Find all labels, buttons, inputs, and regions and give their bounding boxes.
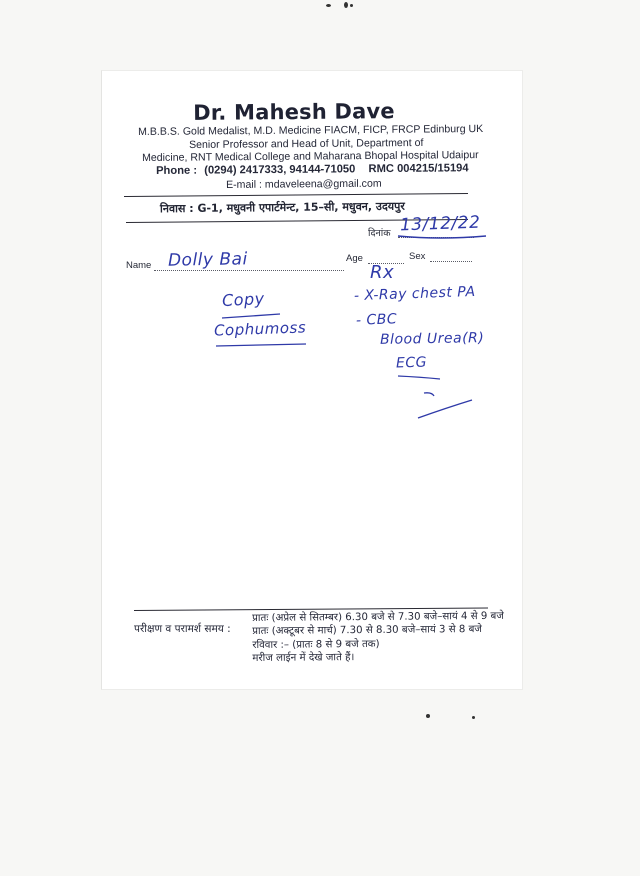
left-note-2: Cophumoss bbox=[213, 318, 307, 340]
date-value: 13/12/22 bbox=[399, 212, 481, 236]
timing-line: प्रातः (अक्टूबर से मार्च) 7.30 से 8.30 बजे–सायं 3 से 8 बजे bbox=[252, 624, 483, 638]
email: E-mail : mdaveleena@gmail.com bbox=[226, 177, 382, 191]
patient-name: Dolly Bai bbox=[167, 249, 248, 271]
investigation-3: Blood Urea(R) bbox=[379, 330, 485, 348]
left-note-2-underline bbox=[216, 344, 306, 346]
age-label: Age bbox=[346, 253, 363, 264]
phone-numbers: (0294) 2417333, 94144-71050 bbox=[204, 163, 356, 177]
name-label: Name bbox=[126, 260, 152, 271]
residence-address: निवास : G-1, मधुवनी एपार्टमेन्ट, 15–सी, मधुवन, उदयपुर bbox=[159, 199, 405, 216]
investigation-2: - CBC bbox=[355, 311, 398, 329]
timing-line: रविवार :– (प्रातः 8 से 9 बजे तक) bbox=[252, 638, 380, 651]
doctor-name: Dr. Mahesh Dave bbox=[193, 99, 395, 125]
consultation-timings bbox=[252, 610, 504, 666]
signature-stroke bbox=[418, 400, 472, 418]
rx-symbol: Rx bbox=[370, 262, 395, 283]
ecg-underline bbox=[398, 376, 440, 379]
left-note-1-underline bbox=[222, 314, 280, 318]
date-label: दिनांक bbox=[368, 228, 391, 239]
qualifications: M.B.B.S. Gold Medalist, M.D. Medicine FIACM, FICP, FRCP Edinburg UK bbox=[138, 122, 484, 138]
investigation-4: ECG bbox=[395, 354, 428, 372]
consultation-timings-label: परीक्षण व परामर्श समय : bbox=[134, 623, 231, 635]
phone-label: Phone : bbox=[156, 164, 198, 177]
timing-line: मरीज लाईन में देखे जाते हैं। bbox=[252, 652, 355, 665]
signature-hook bbox=[424, 393, 434, 396]
left-note-1: Copy bbox=[221, 288, 266, 311]
sex-label: Sex bbox=[409, 251, 426, 262]
position-line-1: Senior Professor and Head of Unit, Department of bbox=[189, 136, 424, 151]
investigation-1: - X-Ray chest PA bbox=[353, 283, 476, 305]
position-line-2: Medicine, RNT Medical College and Maharana Bhopal Hospital Udaipur bbox=[142, 149, 479, 164]
rmc-number: RMC 004215/15194 bbox=[368, 162, 469, 176]
timing-line: प्रातः (अप्रेल से सितम्बर) 6.30 बजे से 7.30 बजे–सायं 4 से 9 बजे bbox=[252, 610, 504, 624]
